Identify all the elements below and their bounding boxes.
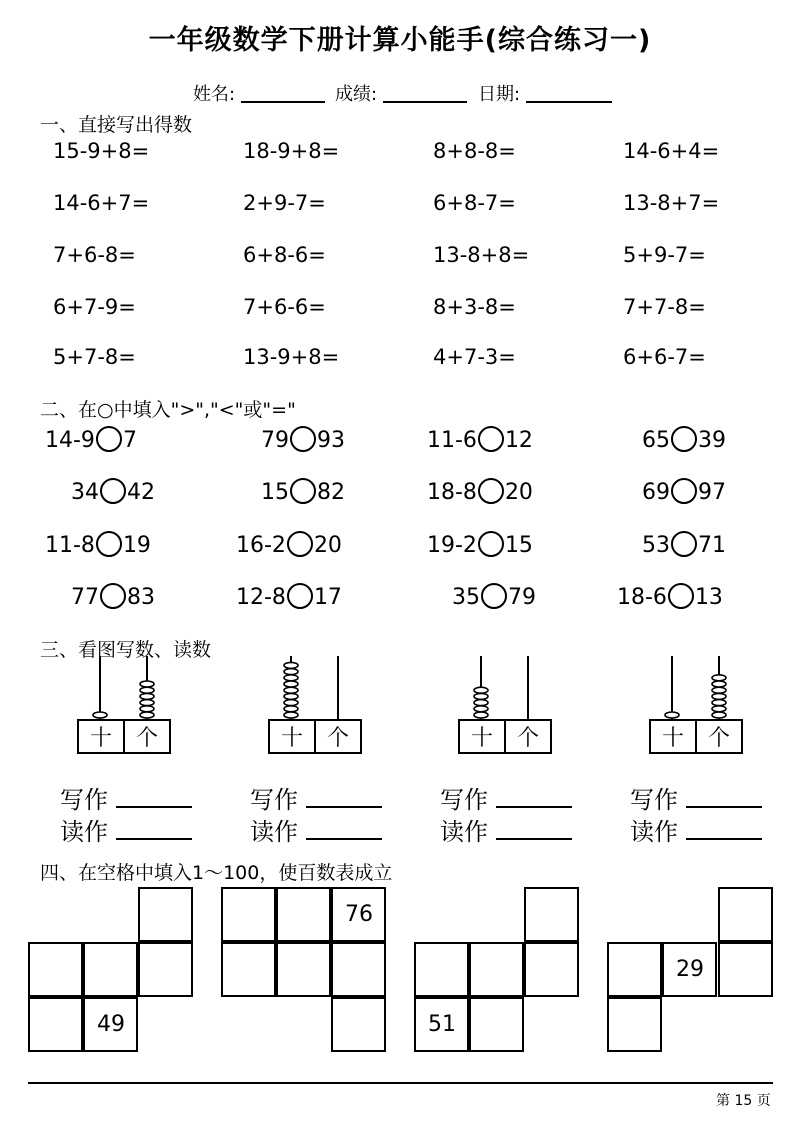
score-blank[interactable] [383, 83, 467, 103]
tens-label: 十 [661, 726, 685, 751]
answer-circle[interactable] [668, 583, 694, 609]
expression[interactable]: 18-9+8= [243, 139, 340, 163]
compare-left: 77 [71, 585, 99, 610]
answer-circle[interactable] [671, 426, 697, 452]
compare-right: 71 [698, 533, 726, 558]
compare-right: 83 [127, 585, 155, 610]
read-label: 读作 [440, 818, 488, 846]
read-blank[interactable] [306, 818, 382, 840]
compare-item [261, 426, 345, 453]
expression[interactable]: 13-9+8= [243, 345, 340, 369]
section3-heading: 三、看图写数、读数 [40, 639, 212, 661]
write-row [250, 780, 382, 815]
name-label: 姓名: [193, 84, 236, 105]
date-label: 日期: [478, 84, 521, 105]
grid-number: 29 [676, 957, 704, 982]
answer-circle[interactable] [290, 426, 316, 452]
bead [140, 706, 154, 712]
compare-right: 39 [698, 428, 726, 453]
tens-label: 十 [89, 726, 113, 751]
compare-left: 15 [261, 480, 289, 505]
read-label: 读作 [630, 818, 678, 846]
write-row [440, 780, 572, 815]
bead [140, 712, 154, 718]
grid-cell[interactable] [138, 887, 193, 942]
read-blank[interactable] [686, 818, 762, 840]
compare-right: 7 [122, 428, 137, 453]
answer-circle[interactable] [287, 531, 313, 557]
compare-item [71, 583, 155, 610]
answer-circle[interactable] [100, 583, 126, 609]
bead [284, 693, 298, 699]
tens-label: 十 [470, 726, 494, 751]
grid-cell[interactable] [331, 942, 386, 997]
section4-heading: 四、在空格中填入1～100，使百数表成立 [40, 862, 393, 884]
section1-heading: 一、直接写出得数 [40, 114, 193, 136]
write-label: 写作 [250, 786, 298, 814]
grid-cell[interactable] [414, 942, 469, 997]
expression[interactable]: 5+9-7= [623, 243, 706, 267]
bead [712, 706, 726, 712]
answer-circle[interactable] [478, 531, 504, 557]
read-row [60, 812, 192, 847]
page-number: 第 15 页 [716, 1093, 771, 1109]
grid-cell[interactable] [662, 942, 717, 997]
expression[interactable]: 13-8+8= [433, 243, 530, 267]
read-row [440, 812, 572, 847]
expression[interactable]: 15-9+8= [53, 139, 150, 163]
bead [712, 675, 726, 681]
read-label: 读作 [250, 818, 298, 846]
bead [474, 700, 488, 706]
compare-right: 20 [313, 533, 342, 558]
write-label: 写作 [60, 786, 108, 814]
grid-cell[interactable] [331, 887, 386, 942]
compare-left: 69 [642, 480, 670, 505]
bead [712, 693, 726, 699]
answer-circle[interactable] [478, 478, 504, 504]
compare-right: 93 [317, 428, 345, 453]
name-field[interactable] [193, 80, 325, 106]
read-label: 读作 [60, 818, 108, 846]
expression[interactable]: 14-6+4= [623, 139, 720, 163]
compare-right: 19 [122, 533, 151, 558]
compare-left: 19-2 [427, 533, 477, 558]
compare-left: 34 [71, 480, 99, 505]
grid-cell[interactable] [28, 942, 83, 997]
expression[interactable]: 6+8-7= [433, 191, 516, 215]
bead [474, 712, 488, 718]
ones-label: 个 [135, 726, 159, 751]
grid-cell[interactable] [607, 942, 662, 997]
write-row [60, 780, 192, 815]
compare-right: 82 [317, 480, 345, 505]
expression[interactable]: 4+7-3= [433, 345, 516, 369]
compare-left: 79 [261, 428, 289, 453]
expression[interactable]: 7+6-6= [243, 295, 326, 319]
grid-cell[interactable] [138, 942, 193, 997]
score-field[interactable] [335, 80, 467, 106]
compare-left: 65 [642, 428, 670, 453]
date-field[interactable] [478, 80, 612, 106]
grid-cell[interactable] [718, 942, 773, 997]
compare-item [427, 531, 533, 558]
footer-divider [28, 1082, 773, 1084]
bead [665, 712, 679, 718]
tens-label: 十 [280, 726, 304, 751]
compare-right: 97 [698, 480, 726, 505]
compare-item [642, 426, 726, 453]
compare-item [427, 426, 533, 453]
grid-cell[interactable] [83, 942, 138, 997]
ones-label: 个 [707, 726, 731, 751]
expression[interactable]: 2+9-7= [243, 191, 326, 215]
bead [140, 700, 154, 706]
abacus [457, 636, 557, 756]
grid-cell[interactable] [221, 942, 276, 997]
compare-right: 17 [313, 585, 342, 610]
bead [712, 687, 726, 693]
grid-cell[interactable] [276, 942, 331, 997]
answer-circle[interactable] [287, 583, 313, 609]
write-blank[interactable] [686, 786, 762, 808]
grid-cell[interactable] [276, 887, 331, 942]
grid-cell[interactable] [718, 887, 773, 942]
compare-left: 53 [642, 533, 670, 558]
write-label: 写作 [630, 786, 678, 814]
compare-left: 11-6 [427, 428, 477, 453]
bead [140, 693, 154, 699]
expression[interactable]: 6+8-6= [243, 243, 326, 267]
date-blank[interactable] [526, 83, 612, 103]
grid-cell[interactable] [331, 997, 386, 1052]
bead [140, 687, 154, 693]
grid-cell[interactable] [221, 887, 276, 942]
compare-left: 14-9 [45, 428, 95, 453]
expression[interactable]: 5+7-8= [53, 345, 136, 369]
read-blank[interactable] [116, 818, 192, 840]
bead [474, 687, 488, 693]
grid-cell[interactable] [524, 942, 579, 997]
compare-left: 18-6 [617, 585, 667, 610]
grid-cell[interactable] [469, 997, 524, 1052]
ones-label: 个 [326, 726, 350, 751]
compare-item [236, 583, 342, 610]
bead [284, 669, 298, 675]
compare-item [45, 531, 151, 558]
compare-right: 79 [508, 585, 536, 610]
compare-left: 11-8 [45, 533, 95, 558]
page-title: 一年级数学下册计算小能手(综合练习一) [148, 25, 652, 56]
name-blank[interactable] [241, 83, 325, 103]
abacus [648, 636, 748, 756]
compare-item [45, 426, 137, 453]
answer-circle[interactable] [96, 531, 122, 557]
bead [284, 712, 298, 718]
compare-item [642, 478, 726, 505]
compare-right: 20 [504, 480, 533, 505]
compare-item [236, 531, 342, 558]
expression[interactable]: 6+6-7= [623, 345, 706, 369]
bead [712, 681, 726, 687]
compare-item [452, 583, 536, 610]
expression[interactable]: 8+3-8= [433, 295, 516, 319]
read-row [630, 812, 762, 847]
compare-item [261, 478, 345, 505]
expression[interactable]: 7+7-8= [623, 295, 706, 319]
read-blank[interactable] [496, 818, 572, 840]
compare-item [642, 531, 726, 558]
abacus [76, 636, 176, 756]
expression[interactable]: 7+6-8= [53, 243, 136, 267]
bead [284, 662, 298, 668]
grid-cell[interactable] [524, 887, 579, 942]
expression[interactable]: 14-6+7= [53, 191, 150, 215]
bead [474, 706, 488, 712]
answer-circle[interactable] [481, 583, 507, 609]
bead [140, 681, 154, 687]
write-blank[interactable] [496, 786, 572, 808]
compare-left: 12-8 [236, 585, 286, 610]
bead [93, 712, 107, 718]
answer-circle[interactable] [478, 426, 504, 452]
bead [712, 712, 726, 718]
grid-cell[interactable] [414, 997, 469, 1052]
bead [284, 700, 298, 706]
grid-cell[interactable] [607, 997, 662, 1052]
expression[interactable]: 13-8+7= [623, 191, 720, 215]
compare-right: 15 [504, 533, 533, 558]
expression[interactable]: 8+8-8= [433, 139, 516, 163]
compare-right: 13 [694, 585, 723, 610]
bead [284, 687, 298, 693]
write-blank[interactable] [306, 786, 382, 808]
answer-circle[interactable] [671, 478, 697, 504]
score-label: 成绩: [335, 84, 378, 105]
expression[interactable]: 6+7-9= [53, 295, 136, 319]
grid-number: 49 [97, 1012, 125, 1037]
compare-right: 42 [127, 480, 155, 505]
grid-number: 51 [428, 1012, 456, 1037]
grid-cell[interactable] [83, 997, 138, 1052]
answer-circle[interactable] [290, 478, 316, 504]
read-row [250, 812, 382, 847]
ones-label: 个 [516, 726, 540, 751]
bead [284, 675, 298, 681]
compare-left: 35 [452, 585, 480, 610]
grid-number: 76 [345, 902, 373, 927]
bead [284, 681, 298, 687]
answer-circle[interactable] [96, 426, 122, 452]
bead [712, 700, 726, 706]
answer-circle[interactable] [100, 478, 126, 504]
compare-item [427, 478, 533, 505]
section2-heading: 二、在○中填入">","<"或"=" [40, 399, 296, 421]
grid-cell[interactable] [28, 997, 83, 1052]
compare-item [71, 478, 155, 505]
compare-left: 16-2 [236, 533, 286, 558]
bead [284, 706, 298, 712]
compare-left: 18-8 [427, 480, 477, 505]
abacus [267, 636, 367, 756]
write-blank[interactable] [116, 786, 192, 808]
compare-item [617, 583, 723, 610]
answer-circle[interactable] [671, 531, 697, 557]
write-row [630, 780, 762, 815]
grid-cell[interactable] [469, 942, 524, 997]
write-label: 写作 [440, 786, 488, 814]
bead [474, 693, 488, 699]
compare-right: 12 [504, 428, 533, 453]
